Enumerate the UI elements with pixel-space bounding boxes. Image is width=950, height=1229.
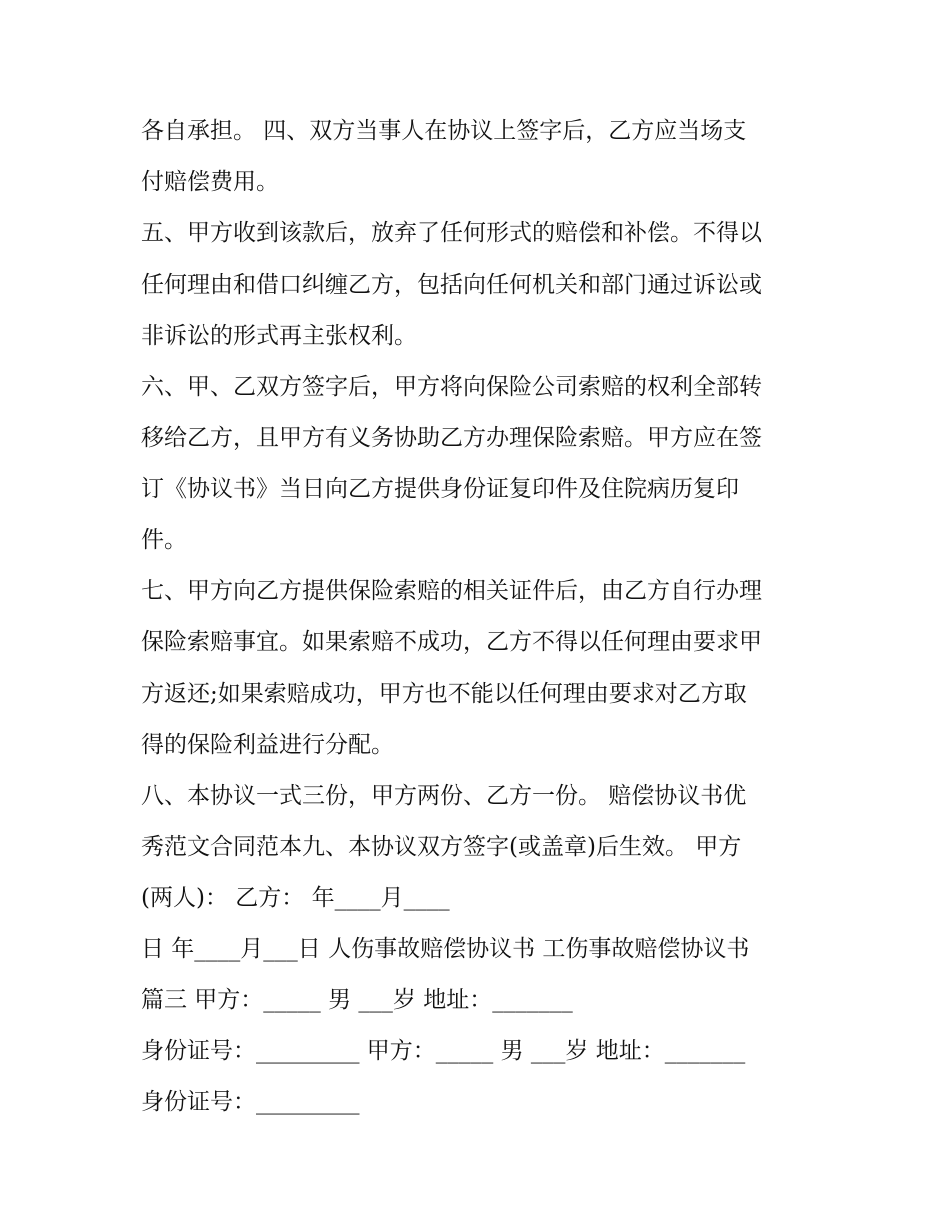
- text-line: 付赔偿费用。: [141, 169, 279, 195]
- text-line: 各自承担。 四、双方当事人在协议上签字后，乙方应当场支: [141, 118, 747, 144]
- text-line: 件。: [141, 527, 187, 553]
- text-line: 日 年____月___日 人伤事故赔偿协议书 工伤事故赔偿协议书: [141, 936, 750, 962]
- text-line: 订《协议书》当日向乙方提供身份证复印件及住院病历复印: [141, 476, 739, 502]
- text-line: 移给乙方，且甲方有义务协助乙方办理保险索赔。甲方应在签: [141, 425, 762, 451]
- text-line: 八、本协议一式三份，甲方两份、乙方一份。 赔偿协议书优: [141, 783, 747, 809]
- text-line: 非诉讼的形式再主张权利。: [141, 323, 417, 349]
- text-line: 五、甲方收到该款后，放弃了任何形式的赔偿和补偿。不得以: [141, 220, 762, 246]
- text-line: 篇三 甲方：_____ 男 ___岁 地址：_______: [141, 987, 573, 1013]
- text-line: 身份证号：_________: [141, 1089, 360, 1115]
- text-line: 七、甲方向乙方提供保险索赔的相关证件后，由乙方自行办理: [141, 578, 762, 604]
- text-line: 任何理由和借口纠缠乙方，包括向任何机关和部门通过诉讼或: [141, 272, 762, 298]
- text-line: 方返还;如果索赔成功，甲方也不能以任何理由要求对乙方取: [141, 681, 747, 707]
- text-line: 秀范文合同范本九、本协议双方签字(或盖章)后生效。 甲方: [141, 834, 742, 860]
- text-line: 六、甲、乙双方签字后，甲方将向保险公司索赔的权利全部转: [141, 374, 762, 400]
- text-line: 身份证号：_________ 甲方：_____ 男 ___岁 地址：_______: [141, 1038, 746, 1064]
- text-line: (两人)： 乙方： 年____月____: [141, 885, 450, 911]
- text-line: 保险索赔事宜。如果索赔不成功，乙方不得以任何理由要求甲: [141, 629, 762, 655]
- text-line: 得的保险利益进行分配。: [141, 732, 394, 758]
